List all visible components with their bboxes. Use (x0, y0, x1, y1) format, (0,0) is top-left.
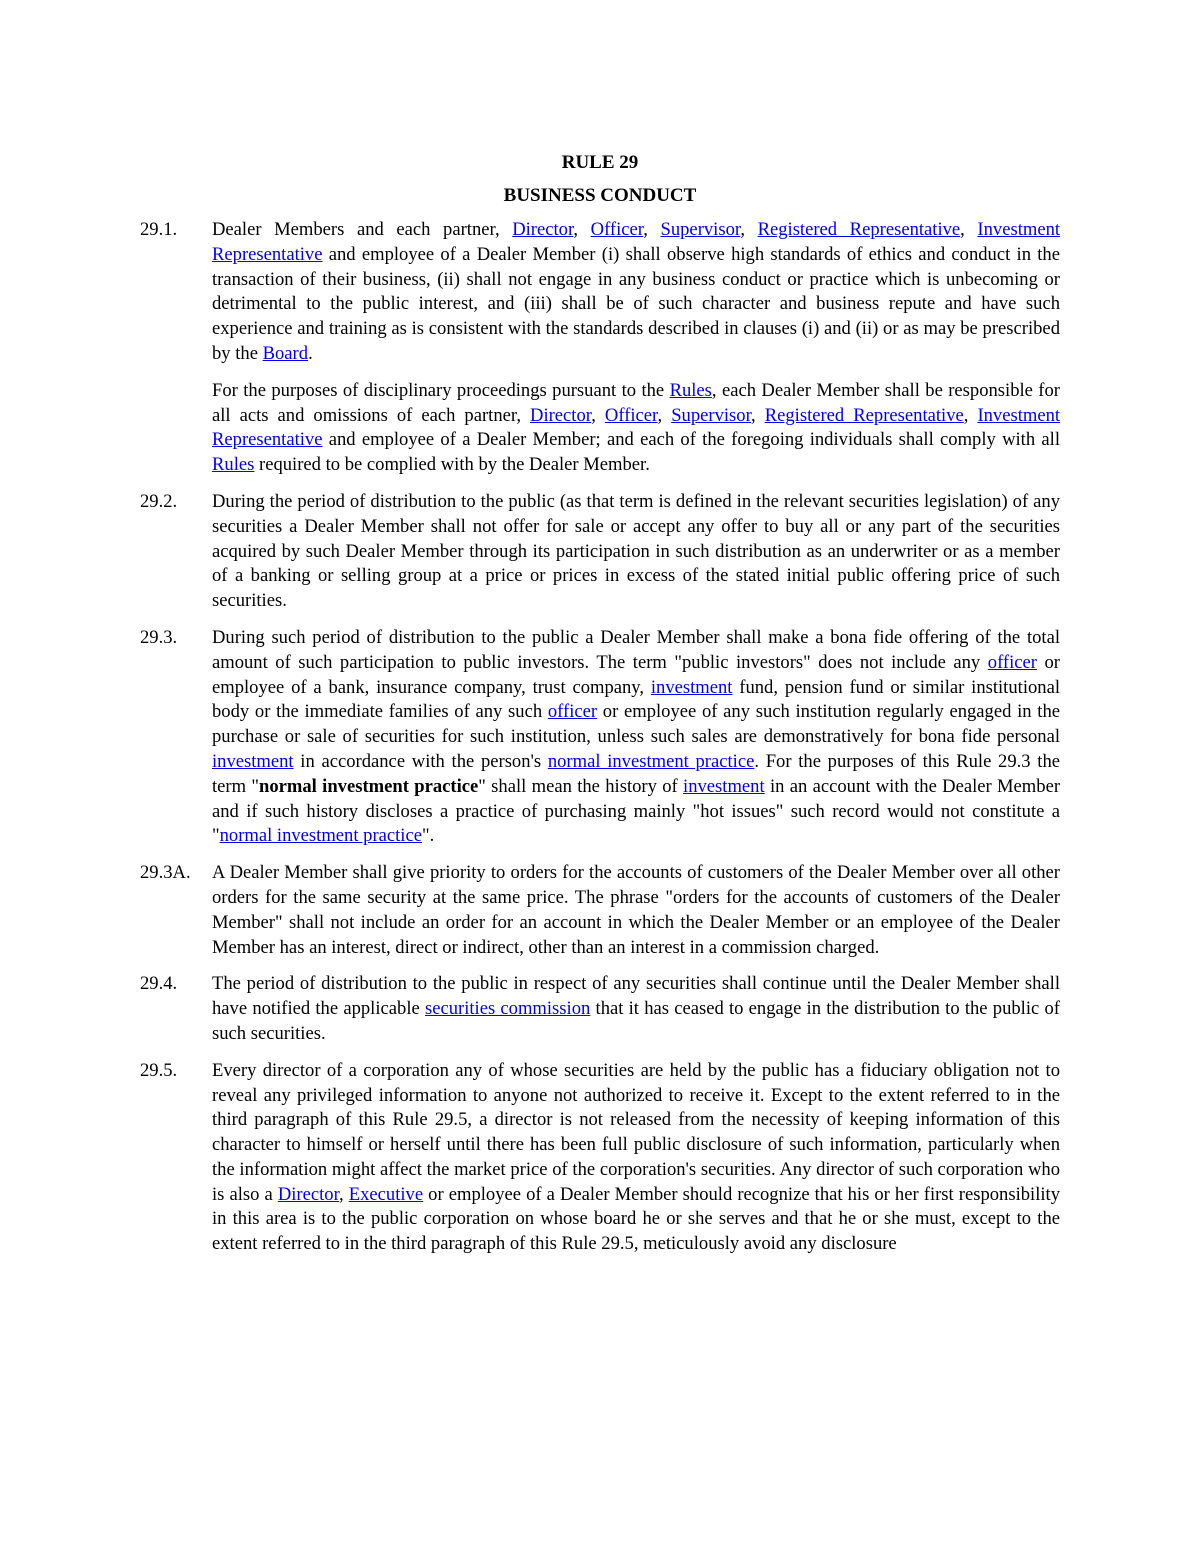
defined-term-link[interactable]: officer (987, 651, 1037, 673)
rules-list (140, 218, 1060, 1257)
rule-section (140, 490, 1060, 614)
defined-term-link[interactable]: Rules (212, 454, 255, 476)
text-segment: During the period of distribution to the public (as that term is defined in the relevant securities legislation) of any securities a Dealer Member shall not offer for sale or accept any offer to buy all or any part of the securities acquired by such Dealer Member through its participation in such distribution as an underwriter or as a member of a banking or selling group at a price or prices in excess of the stated initial public offering price of such securities. (212, 490, 1060, 612)
rule-number: 29.2. (140, 490, 178, 512)
text-segment: , (339, 1183, 349, 1205)
rule-number: 29.5. (140, 1059, 178, 1081)
text-segment: A Dealer Member shall give priority to orders for the accounts of customers of the Dealer Member over all other orders for the same security at the same price. The phrase "orders for the accounts of customers of the Dealer Member" shall not include an order for an account in which the Dealer Member or an employee of the Dealer Member has an interest, direct or indirect, other than an interest in a commission charged. (212, 862, 1060, 958)
rule-subtitle: BUSINESS CONDUCT (503, 185, 697, 206)
rule-body (212, 861, 1060, 960)
defined-term-link[interactable]: Board (262, 342, 309, 364)
text-segment: , (643, 219, 661, 240)
defined-term-link[interactable]: normal investment practice (219, 825, 422, 847)
text-segment: Dealer Members and each partner, (212, 219, 513, 240)
text-segment: . For the purposes of this Rule 29.3 the term " (212, 750, 1061, 797)
rule-paragraph (212, 218, 1060, 367)
text-segment: , (657, 404, 672, 426)
rule-body (212, 218, 1060, 478)
defined-term-link[interactable]: Investment Representative (212, 219, 1061, 265)
defined-term-link[interactable]: investment (212, 750, 294, 772)
bold-term: normal investment practice (259, 775, 479, 797)
text-segment: , each Dealer Member shall be responsible for all acts and omissions of each partner, (212, 379, 1060, 426)
text-segment: . (308, 342, 313, 364)
defined-term-link[interactable]: normal investment practice (547, 750, 755, 772)
defined-term-link[interactable]: Director (277, 1183, 340, 1205)
text-segment: , (751, 404, 765, 426)
rule-section (140, 1059, 1060, 1257)
defined-term-link[interactable]: Director (530, 404, 592, 426)
rule-section (140, 861, 1060, 960)
text-segment: For the purposes of disciplinary proceedings pursuant to the (212, 379, 670, 401)
text-segment: , (573, 219, 591, 240)
rule-section (140, 218, 1060, 478)
text-segment: or employee of a bank, insurance company, trust company, (212, 651, 1060, 698)
text-segment: or employee of a Dealer Member should recognize that his or her first responsibility in this area is to the public corporation on whose board he or she serves and that he or she must, except to the extent referred to in the third paragraph of this Rule 29.5, meticulously avoid any disclosure (212, 1183, 1061, 1255)
defined-term-link[interactable]: Director (512, 219, 574, 240)
text-segment: or employee of any such institution regularly engaged in the purchase or sale of securities for such institution, unless such sales are demonstratively for bona fide personal (212, 701, 1061, 748)
defined-term-link[interactable]: Rules (669, 379, 712, 401)
rule-paragraph (212, 626, 1060, 849)
defined-term-link[interactable]: Officer (604, 404, 658, 426)
text-segment: , (591, 404, 605, 426)
rule-section (140, 972, 1060, 1046)
rule-paragraph (212, 861, 1060, 960)
text-segment: , (960, 219, 978, 240)
text-segment: " shall mean the history of (478, 775, 684, 797)
rule-body (212, 1059, 1060, 1257)
defined-term-link[interactable]: securities commission (424, 998, 591, 1020)
text-segment: required to be complied with by the Dealer Member. (254, 454, 650, 476)
rule-paragraph (212, 490, 1060, 614)
text-segment: Every director of a corporation any of whose securities are held by the public has a fiduciary obligation not to reveal any privileged information to anyone not authorized to receive it. Except to the extent referred to in the third paragraph of this Rule 29.5, a director is not released from the necessity of keeping information of this character to himself or herself until there has been full public disclosure of such information, particularly when the information might affect the market price of the corporation's securities. Any director of such corporation who is also a (212, 1059, 1060, 1205)
defined-term-link[interactable]: Registered Representative (764, 404, 964, 426)
text-segment: The period of distribution to the public in respect of any securities shall continue until the Dealer Member shall have notified the applicable (212, 973, 1060, 1020)
text-segment: in accordance with the person's (293, 750, 548, 772)
text-segment: and employee of a Dealer Member (i) shall observe high standards of ethics and conduct in the transaction of their business, (ii) shall not engage in any business conduct or practice which is unbecoming or detrimental to the public interest, and (iii) shall be of such character and business repute and have such experience and training as is consistent with the standards described in clauses (i) and (ii) or as may be prescribed by the (212, 243, 1060, 364)
text-segment: During such period of distribution to the public a Dealer Member shall make a bona fide offering of the total amount of such participation to public investors. The term "public investors" does not include any (212, 626, 1060, 673)
defined-term-link[interactable]: Officer (590, 219, 644, 240)
rule-paragraph (212, 972, 1060, 1046)
text-segment: in an account with the Dealer Member and if such history discloses a practice of purchasing mainly "hot issues" such record would not constitute a " (212, 775, 1061, 847)
rule-body (212, 972, 1060, 1046)
text-segment: , (740, 219, 758, 240)
text-segment: fund, pension fund or similar institutional body or the immediate families of any such (212, 676, 1060, 723)
text-segment: , (963, 404, 978, 426)
rule-paragraph (212, 1059, 1060, 1257)
rule-body (212, 626, 1060, 849)
rule-body (212, 490, 1060, 614)
defined-term-link[interactable]: investment (650, 676, 733, 698)
text-segment: and employee of a Dealer Member; and each of the foregoing individuals shall comply with all (322, 429, 1060, 451)
defined-term-link[interactable]: Investment Representative (212, 404, 1061, 451)
rule-number: 29.3. (140, 626, 178, 648)
defined-term-link[interactable]: Registered Representative (757, 219, 961, 240)
text-segment: that it has ceased to engage in the distribution to the public of such securities. (212, 998, 1060, 1044)
rule-number: 29.3A. (140, 862, 191, 884)
defined-term-link[interactable]: Supervisor (671, 404, 752, 426)
rule-number: 29.4. (140, 973, 178, 995)
rule-section (140, 626, 1060, 849)
defined-term-link[interactable]: Supervisor (660, 219, 741, 240)
defined-term-link[interactable]: Executive (348, 1183, 424, 1205)
rule-title: RULE 29 (561, 152, 639, 173)
text-segment: ". (421, 825, 435, 847)
rule-paragraph (212, 379, 1060, 478)
document-page (140, 152, 1060, 1269)
rule-number: 29.1. (140, 219, 178, 240)
defined-term-link[interactable]: investment (683, 775, 765, 797)
defined-term-link[interactable]: officer (547, 701, 598, 723)
